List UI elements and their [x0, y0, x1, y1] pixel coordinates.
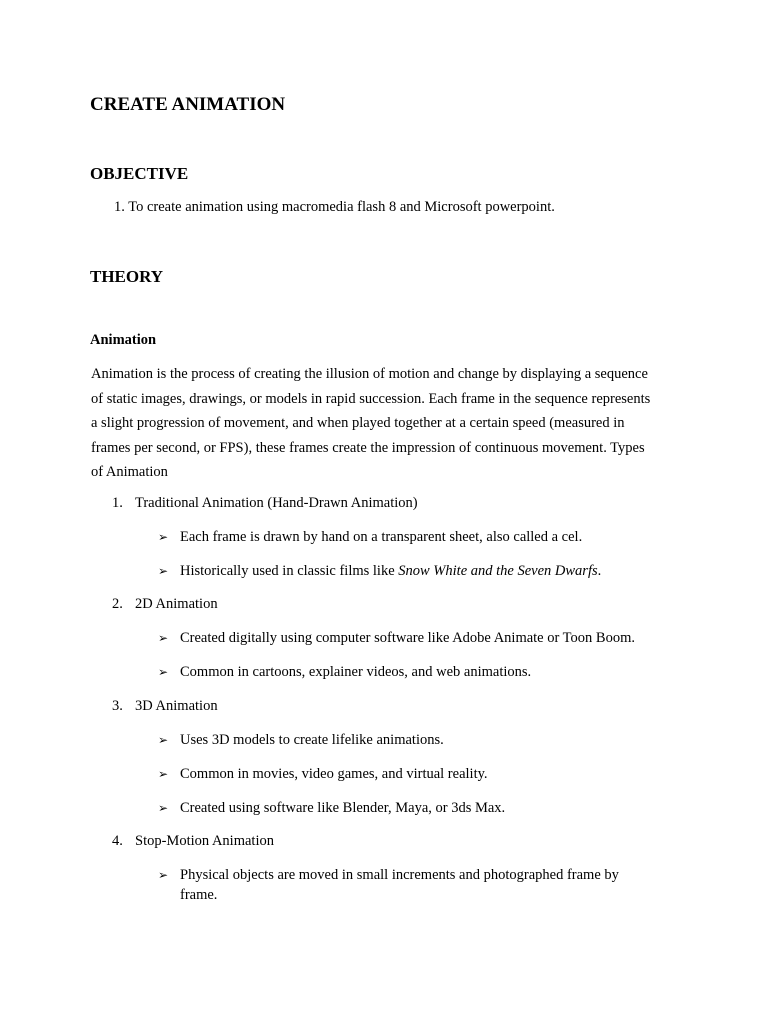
animation-paragraph [91, 362, 681, 485]
type-number: 1. [112, 495, 123, 511]
bullet-item: Created using software like Blender, Maya, or 3ds Max. [180, 800, 506, 816]
arrow-bullet-icon: ➢ [158, 801, 169, 815]
arrow-bullet-icon: ➢ [158, 767, 169, 781]
type-label-traditional: Traditional Animation (Hand-Drawn Animation) [135, 495, 418, 511]
film-title: Snow White and the Seven Dwarfs [398, 563, 598, 579]
bullet-item: Created digitally using computer software like Adobe Animate or Toon Boom. [180, 630, 635, 646]
objective-item-1 [114, 198, 555, 216]
objective-item-number: 1. [114, 199, 125, 215]
paragraph-line: of Animation [91, 464, 168, 480]
bullet-item: Each frame is drawn by hand on a transparent sheet, also called a cel. [180, 529, 583, 545]
objective-heading: OBJECTIVE [90, 164, 189, 183]
bullet-text-suffix: . [597, 563, 602, 579]
arrow-bullet-icon: ➢ [158, 530, 169, 544]
arrow-bullet-icon: ➢ [158, 631, 169, 645]
arrow-bullet-icon: ➢ [158, 868, 169, 882]
bullet-item [180, 561, 601, 581]
document-title: CREATE ANIMATION [90, 94, 286, 115]
animation-subheading: Animation [90, 332, 157, 348]
arrow-bullet-icon: ➢ [158, 665, 169, 679]
paragraph-line: frames per second, or FPS), these frames create the impression of continuous movement. Types [91, 439, 645, 456]
bullet-item: Common in cartoons, explainer videos, and web animations. [180, 664, 532, 680]
type-label-3d: 3D Animation [135, 698, 218, 714]
type-label-stop-motion: Stop-Motion Animation [135, 833, 274, 849]
bullet-item: Uses 3D models to create lifelike animations. [180, 732, 444, 748]
paragraph-line: Animation is the process of creating the illusion of motion and change by displaying a sequence [91, 366, 648, 382]
arrow-bullet-icon: ➢ [158, 733, 169, 747]
type-number: 2. [112, 596, 123, 612]
bullet-item: Common in movies, video games, and virtual reality. [180, 766, 488, 782]
theory-heading: THEORY [90, 267, 164, 286]
arrow-bullet-icon: ➢ [158, 564, 169, 578]
paragraph-line: a slight progression of movement, and when played together at a certain speed (measured in [91, 415, 625, 431]
bullet-item: Physical objects are moved in small increments and photographed frame by frame. [180, 867, 619, 903]
type-number: 3. [112, 698, 123, 714]
objective-item-text: To create animation using macromedia flash 8 and Microsoft powerpoint. [128, 199, 555, 215]
paragraph-line: of static images, drawings, or models in rapid succession. Each frame in the sequence represents [91, 390, 651, 407]
type-number: 4. [112, 833, 123, 849]
type-label-2d: 2D Animation [135, 596, 218, 612]
bullet-text-prefix: Historically used in classic films like [180, 563, 399, 579]
